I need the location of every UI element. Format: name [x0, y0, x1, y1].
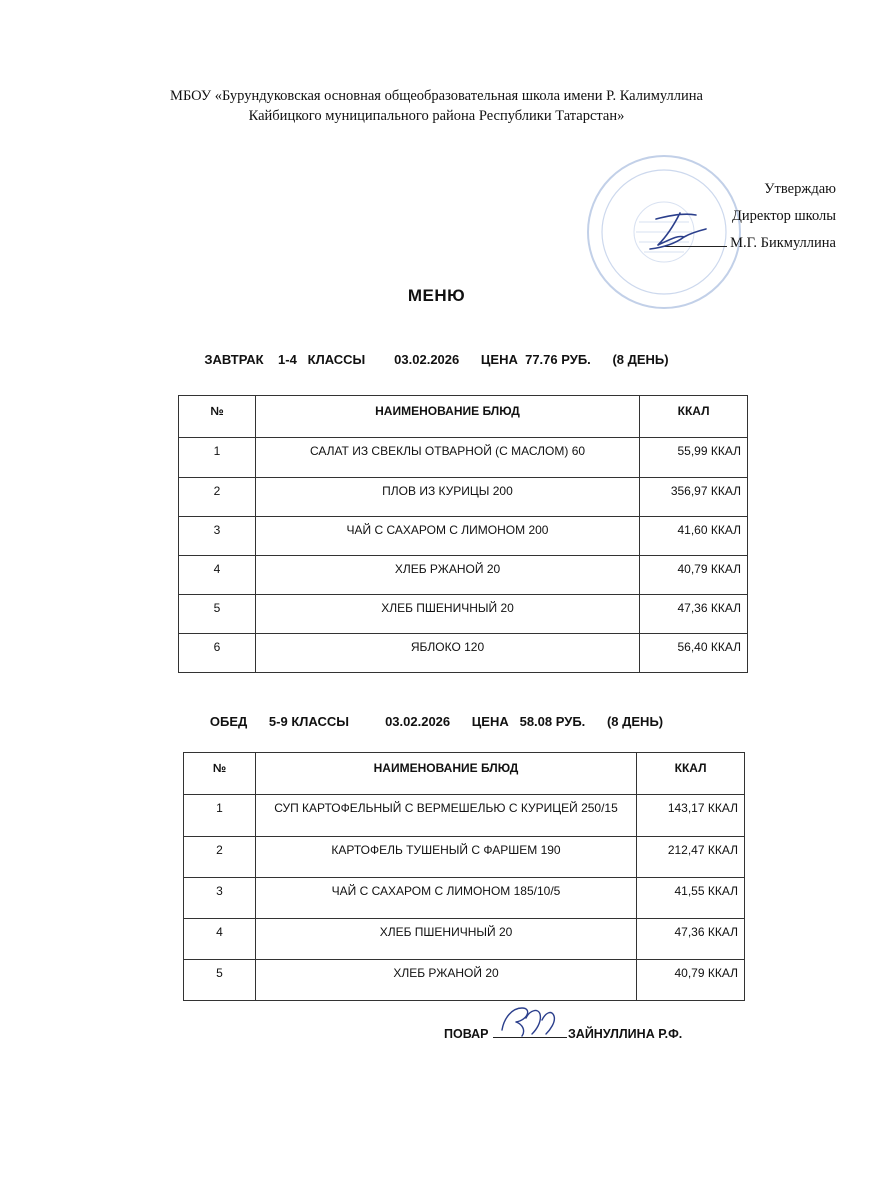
- cook-label: ПОВАР: [444, 1027, 489, 1041]
- dish-kcal: 41,55 ККАЛ: [637, 878, 745, 919]
- table-header-row: [184, 753, 745, 795]
- table-row: [184, 878, 745, 919]
- column-header-kcal: ККАЛ: [637, 753, 745, 795]
- dish-kcal: 40,79 ККАЛ: [637, 960, 745, 1001]
- dish-kcal: 40,79 ККАЛ: [640, 556, 748, 595]
- column-header-kcal: ККАЛ: [640, 396, 748, 438]
- row-num: 3: [184, 878, 256, 919]
- director-signature-icon: [636, 207, 716, 252]
- row-num: 2: [179, 478, 256, 517]
- org-line-1: МБОУ «Бурундуковская основная общеобразовательная школа имени Р. Калимуллина: [170, 88, 703, 104]
- approve-label: Утверждаю: [764, 181, 836, 197]
- dish-name: ХЛЕБ ПШЕНИЧНЫЙ 20: [255, 595, 639, 634]
- table-header-row: [179, 396, 748, 438]
- page-title: МЕНЮ: [407, 286, 466, 305]
- table-row: [184, 960, 745, 1001]
- column-header-name: НАИМЕНОВАНИЕ БЛЮД: [255, 396, 639, 438]
- row-num: 6: [179, 634, 256, 673]
- org-header: [0, 86, 873, 126]
- director-position: Директор школы: [732, 208, 836, 224]
- dish-name: ПЛОВ ИЗ КУРИЦЫ 200: [255, 478, 639, 517]
- row-num: 1: [179, 438, 256, 478]
- lunch-heading: ОБЕД 5-9 КЛАССЫ 03.02.2026 ЦЕНА 58.08 РУБ. (8 ДЕНЬ): [209, 714, 664, 729]
- table-row: [179, 634, 748, 673]
- table-row: [179, 438, 748, 478]
- dish-kcal: 47,36 ККАЛ: [637, 919, 745, 960]
- column-header-num: №: [179, 396, 256, 438]
- dish-name: КАРТОФЕЛЬ ТУШЕНЫЙ С ФАРШЕМ 190: [255, 837, 636, 878]
- table-row: [179, 556, 748, 595]
- lunch-table: [183, 752, 745, 1001]
- breakfast-table: [178, 395, 748, 673]
- dish-name: СУП КАРТОФЕЛЬНЫЙ С ВЕРМЕШЕЛЬЮ С КУРИЦЕЙ 250/15: [255, 795, 636, 837]
- breakfast-heading: ЗАВТРАК 1-4 КЛАССЫ 03.02.2026 ЦЕНА 77.76 РУБ. (8 ДЕНЬ): [204, 352, 669, 367]
- cook-name: ЗАЙНУЛЛИНА Р.Ф.: [567, 1027, 683, 1041]
- row-num: 5: [184, 960, 256, 1001]
- dish-name: САЛАТ ИЗ СВЕКЛЫ ОТВАРНОЙ (С МАСЛОМ) 60: [255, 438, 639, 478]
- row-num: 3: [179, 517, 256, 556]
- table-row: [179, 595, 748, 634]
- dish-name: ЧАЙ С САХАРОМ С ЛИМОНОМ 185/10/5: [255, 878, 636, 919]
- dish-kcal: 143,17 ККАЛ: [637, 795, 745, 837]
- cook-line: [444, 1025, 682, 1041]
- dish-name: ХЛЕБ РЖАНОЙ 20: [255, 960, 636, 1001]
- column-header-num: №: [184, 753, 256, 795]
- dish-name: ХЛЕБ ПШЕНИЧНЫЙ 20: [255, 919, 636, 960]
- column-header-name: НАИМЕНОВАНИЕ БЛЮД: [255, 753, 636, 795]
- dish-name: ХЛЕБ РЖАНОЙ 20: [255, 556, 639, 595]
- table-row: [184, 837, 745, 878]
- org-line-2: Кайбицкого муниципального района Республики Татарстан»: [248, 108, 625, 124]
- dish-kcal: 55,99 ККАЛ: [640, 438, 748, 478]
- dish-name: ЯБЛОКО 120: [255, 634, 639, 673]
- signature-line: [493, 1025, 567, 1038]
- dish-kcal: 212,47 ККАЛ: [637, 837, 745, 878]
- director-name: М.Г. Бикмуллина: [730, 235, 836, 251]
- dish-kcal: 56,40 ККАЛ: [640, 634, 748, 673]
- row-num: 4: [179, 556, 256, 595]
- row-num: 5: [179, 595, 256, 634]
- row-num: 1: [184, 795, 256, 837]
- table-row: [179, 517, 748, 556]
- dish-kcal: 47,36 ККАЛ: [640, 595, 748, 634]
- row-num: 2: [184, 837, 256, 878]
- dish-kcal: 356,97 ККАЛ: [640, 478, 748, 517]
- row-num: 4: [184, 919, 256, 960]
- table-row: [184, 795, 745, 837]
- table-row: [184, 919, 745, 960]
- table-row: [179, 478, 748, 517]
- dish-kcal: 41,60 ККАЛ: [640, 517, 748, 556]
- dish-name: ЧАЙ С САХАРОМ С ЛИМОНОМ 200: [255, 517, 639, 556]
